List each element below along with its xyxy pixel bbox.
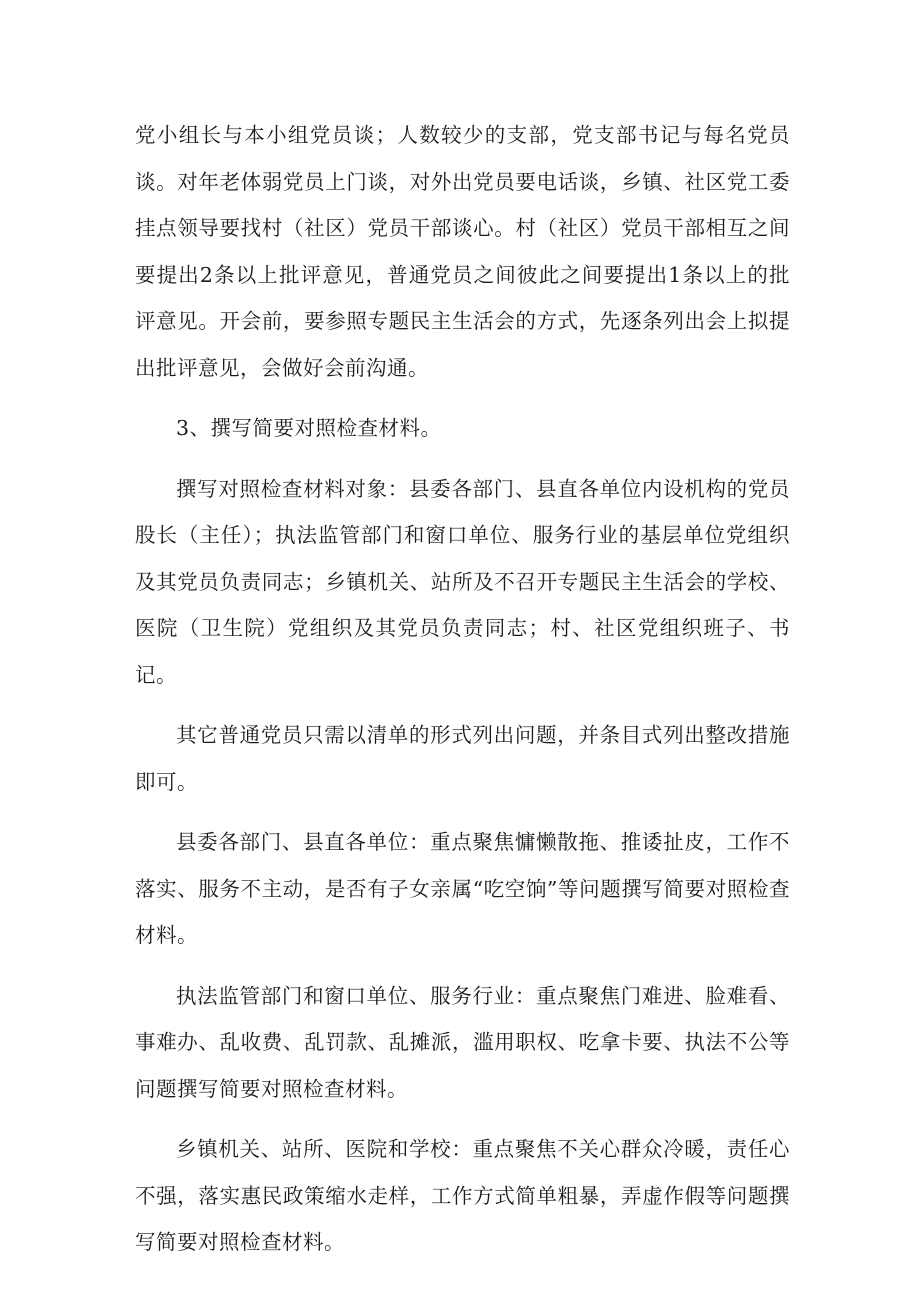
paragraph-talks-and-criticism: 党小组长与本小组党员谈；人数较少的支部，党支部书记与每名党员谈。对年老体弱党员上门谈，对外出党员要电话谈，乡镇、社区党工委挂点领导要找村（社区）党员干部谈心。村（社区）党员干部相互之间要提出2条以上批评意见，普通党员之间彼此之间要提出1条以上的批评意见。开会前，要参照专题民主生活会的方式，先逐条列出会上拟提出批评意见，会做好会前沟通。 — [135, 123, 790, 380]
paragraph-township-organs: 乡镇机关、站所、医院和学校：重点聚焦不关心群众冷暖，责任心不强，落实惠民政策缩水走样，工作方式简单粗暴，弄虚作假等问题撰写简要对照检查材料。 — [135, 1137, 790, 1254]
paragraph-county-departments: 县委各部门、县直各单位：重点聚焦慵懒散拖、推诿扯皮，工作不落实、服务不主动，是否有子女亲属“吃空饷”等问题撰写简要对照检查材料。 — [135, 830, 790, 947]
document-body — [135, 112, 790, 1266]
paragraph-law-enforcement-units: 执法监管部门和窗口单位、服务行业：重点聚焦门难进、脸难看、事难办、乱收费、乱罚款、乱摊派，滥用职权、吃拿卡要、执法不公等问题撰写简要对照检查材料。 — [135, 983, 790, 1101]
paragraph-material-targets: 撰写对照检查材料对象：县委各部门、县直各单位内设机构的党员股长（主任）；执法监管部门和窗口单位、服务行业的基层单位党组织及其党员负责同志；乡镇机关、站所及不召开专题民主生活会的学校、医院（卫生院）党组织及其党员负责同志；村、社区党组织班子、书记。 — [135, 476, 790, 687]
paragraph-ordinary-members: 其它普通党员只需以清单的形式列出问题，并条目式列出整改措施即可。 — [135, 723, 790, 794]
section-heading-write-materials: 3、撰写简要对照检查材料。 — [176, 416, 442, 440]
